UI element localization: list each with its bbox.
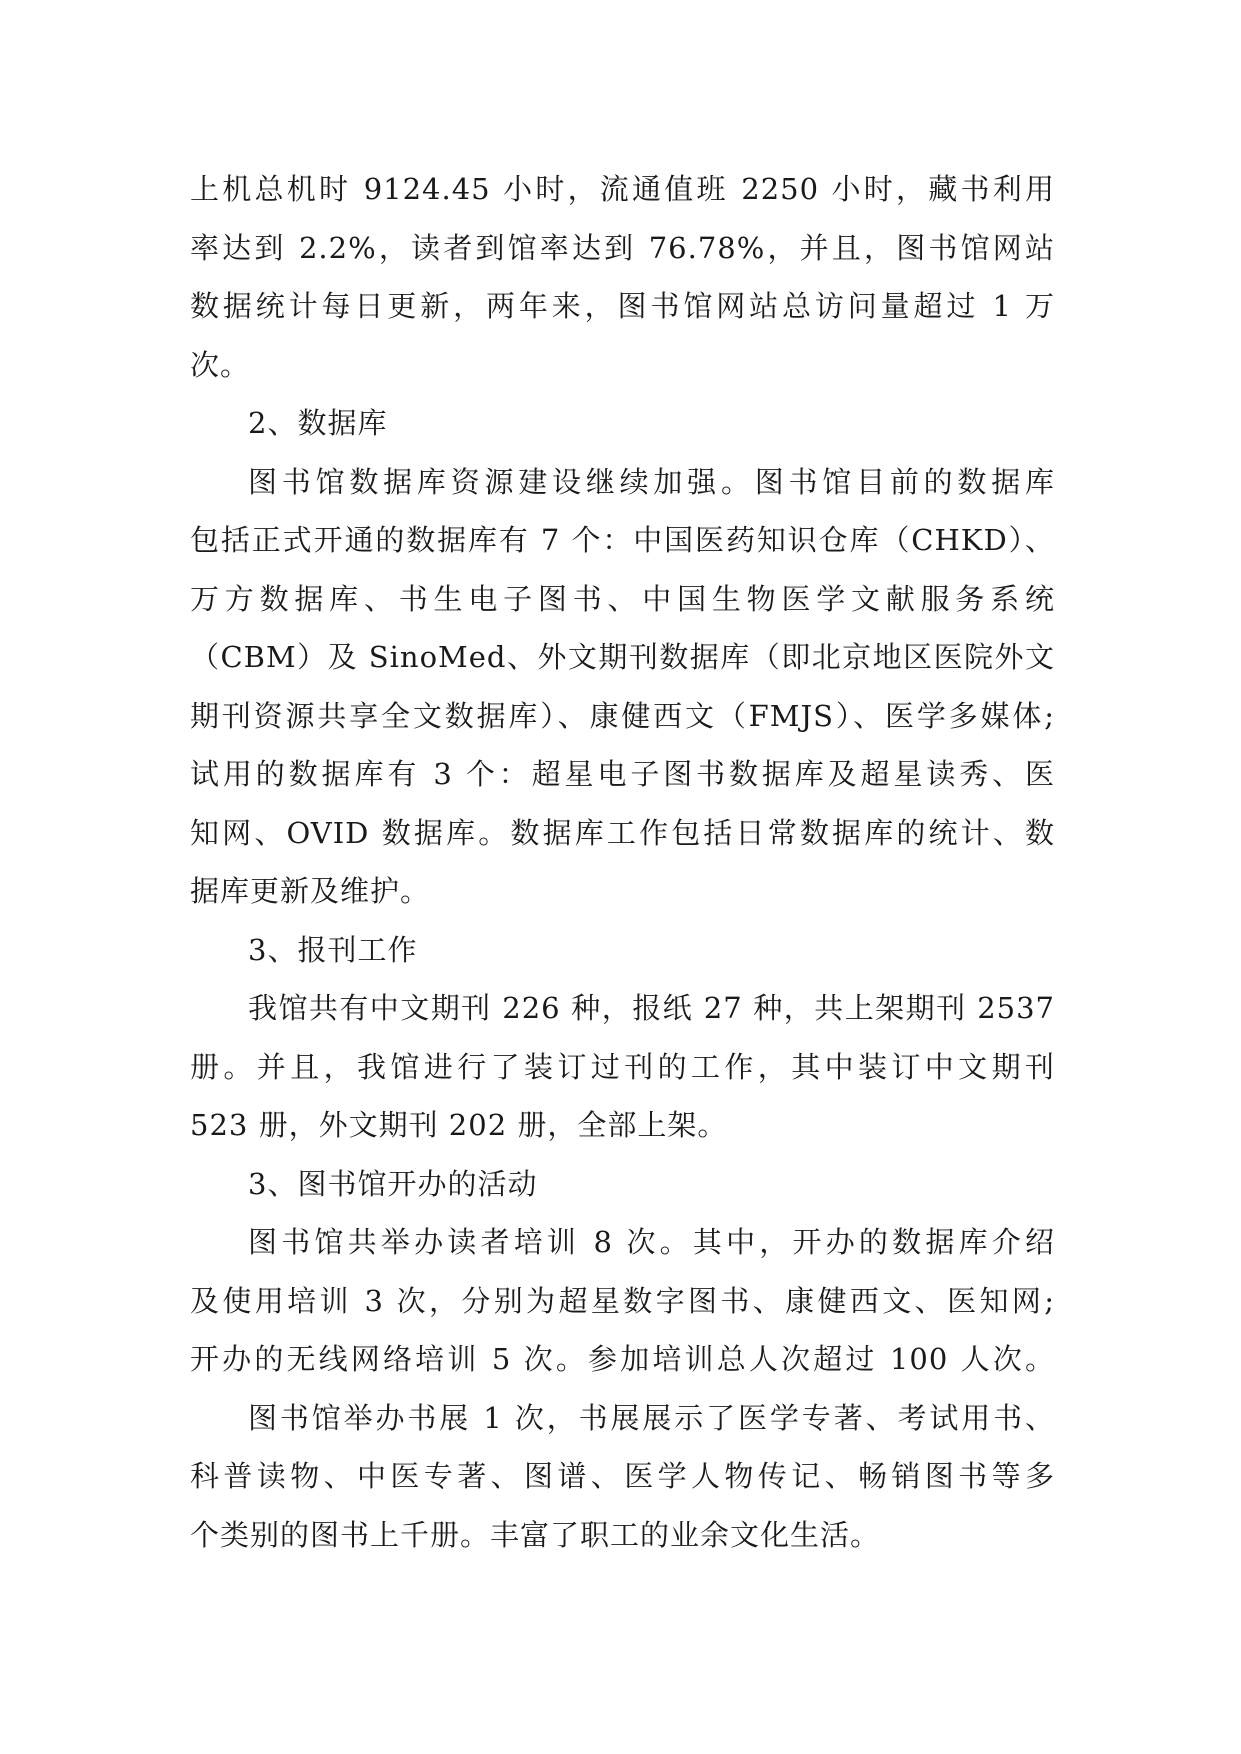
text-line: 数据统计每日更新，两年来，图书馆网站总访问量超过 1 万 [190, 289, 1055, 323]
text-line: 开办的无线网络培训 5 次。参加培训总人次超过 100 人次。 [190, 1342, 1055, 1376]
text-line: 及使用培训 3 次，分别为超星数字图书、康健西文、医知网; [190, 1283, 1055, 1318]
text-line: 册。并且，我馆进行了装订过刊的工作，其中装订中文期刊 [190, 1049, 1055, 1084]
text-line: 知网、OVID 数据库。数据库工作包括日常数据库的统计、数 [190, 815, 1055, 850]
text-line: 次。 [190, 347, 251, 382]
text-line: 期刊资源共享全文数据库）、康健西文（FMJS）、医学多媒体; [190, 698, 1055, 733]
text-line: 我馆共有中文期刊 226 种，报纸 27 种，共上架期刊 2537 [248, 991, 1055, 1025]
text-line: 科普读物、中医专著、图谱、医学人物传记、畅销图书等多 [190, 1459, 1055, 1493]
text-line: 据库更新及维护。 [190, 874, 431, 908]
text-line: 523 册，外文期刊 202 册，全部上架。 [190, 1108, 728, 1142]
text-line: 试用的数据库有 3 个：超星电子图书数据库及超星读秀、医 [190, 757, 1055, 791]
text-line: 万方数据库、书生电子图书、中国生物医学文献服务系统 [190, 581, 1055, 616]
text-line: （CBM）及 SinoMed、外文期刊数据库（即北京地区医院外文 [190, 640, 1055, 674]
text-line: 图书馆举办书展 1 次，书展展示了医学专著、考试用书、 [248, 1400, 1055, 1435]
text-line: 图书馆共举办读者培训 8 次。其中，开办的数据库介绍 [248, 1225, 1055, 1259]
text-line: 包括正式开通的数据库有 7 个：中国医药知识仓库（CHKD）、 [190, 523, 1055, 557]
text-line: 2、数据库 [248, 406, 388, 440]
text-line: 率达到 2.2%，读者到馆率达到 76.78%，并且，图书馆网站 [190, 230, 1055, 265]
text-line: 3、报刊工作 [248, 932, 418, 967]
text-line: 个类别的图书上千册。丰富了职工的业余文化生活。 [190, 1517, 881, 1552]
text-line: 图书馆数据库资源建设继续加强。图书馆目前的数据库 [248, 464, 1055, 499]
document-body [190, 160, 1055, 1564]
text-line: 3、图书馆开办的活动 [248, 1166, 538, 1201]
text-line: 上机总机时 9124.45 小时，流通值班 2250 小时，藏书利用 [190, 172, 1055, 206]
